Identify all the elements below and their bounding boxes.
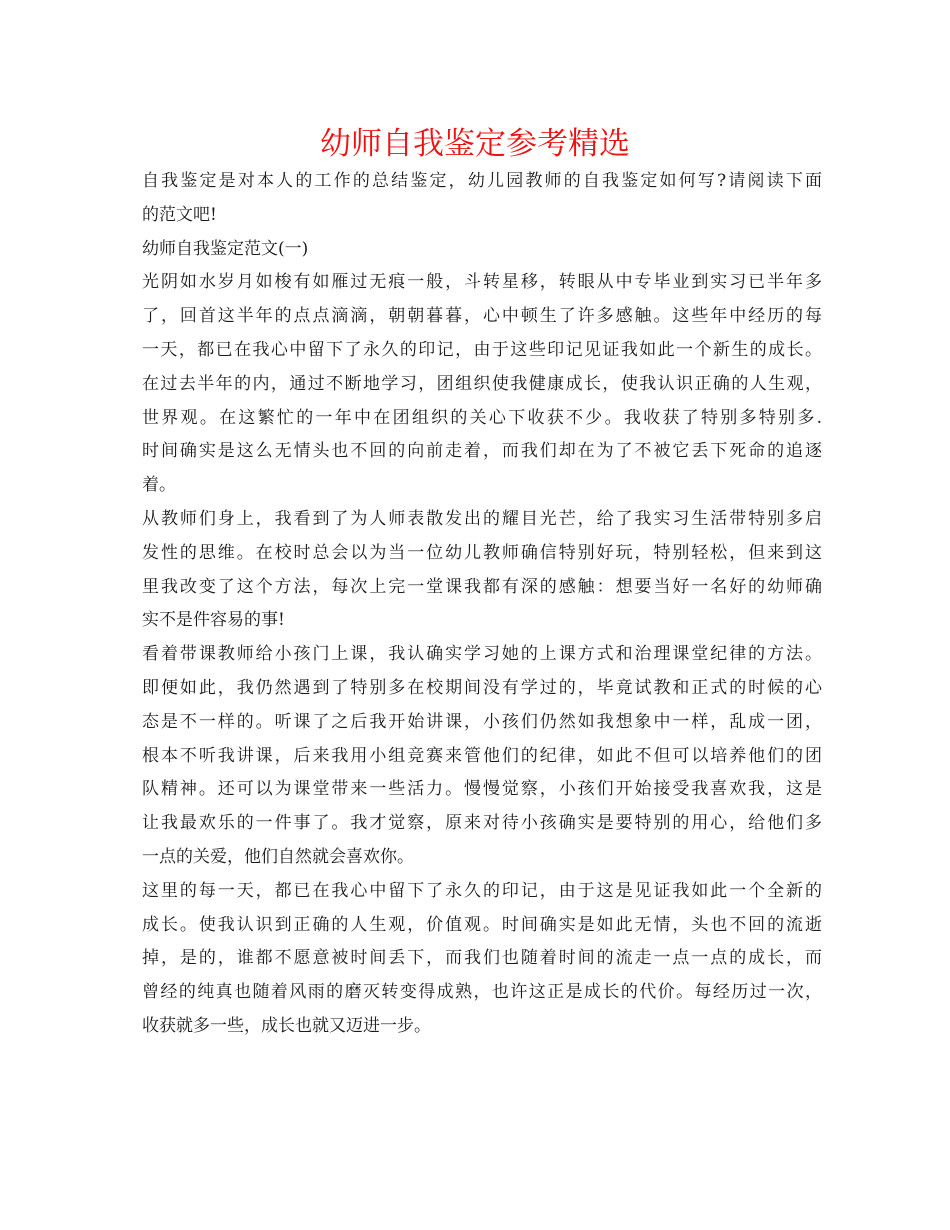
- text-line: 发性的思维。在校时总会以为当一位幼儿教师确信特别好玩，特别轻松，但来到这: [142, 542, 822, 563]
- text-line: 成长。使我认识到正确的人生观，价值观。时间确实是如此无情，头也不回的流逝: [142, 914, 822, 935]
- text-line: 的范文吧!: [142, 204, 217, 225]
- text-line: 光阴如水岁月如梭有如雁过无痕一般，斗转星移，转眼从中专毕业到实习已半年多: [142, 272, 822, 293]
- text-line: 时间确实是这么无情头也不回的向前走着，而我们却在为了不被它丢下死命的追逐: [142, 441, 822, 462]
- text-line: 幼师自我鉴定范文(一): [142, 238, 309, 259]
- text-line: 队精神。还可以为课堂带来一些活力。慢慢觉察，小孩们开始接受我喜欢我，这是: [142, 779, 822, 800]
- text-line: 让我最欢乐的一件事了。我才觉察，原来对待小孩确实是要特别的用心，给他们多: [142, 813, 822, 834]
- text-line: 即便如此，我仍然遇到了特别多在校期间没有学过的，毕竟试教和正式的时候的心: [142, 677, 822, 698]
- text-line: 自我鉴定是对本人的工作的总结鉴定，幼儿园教师的自我鉴定如何写?请阅读下面: [142, 171, 822, 191]
- text-line: 掉，是的，谁都不愿意被时间丢下，而我们也随着时间的流走一点一点的成长，而: [142, 948, 822, 969]
- document-body: [142, 165, 822, 1044]
- text-line: 根本不听我讲课，后来我用小组竞赛来管他们的纪律，如此不但可以培养他们的团: [142, 745, 822, 766]
- text-line: 从教师们身上，我看到了为人师表散发出的耀目光芒，给了我实习生活带特别多启: [142, 508, 822, 529]
- text-line: 态是不一样的。听课了之后我开始讲课，小孩们仍然如我想象中一样，乱成一团，: [142, 711, 822, 732]
- text-line: 看着带课教师给小孩门上课，我认确实学习她的上课方式和治理课堂纪律的方法。: [142, 644, 822, 665]
- text-line: 曾经的纯真也随着风雨的磨灭转变得成熟，也许这正是成长的代价。每经历过一次，: [142, 982, 822, 1003]
- text-line: 了，回首这半年的点点滴滴，朝朝暮暮，心中顿生了许多感触。这些年中经历的每: [142, 306, 822, 327]
- text-line: 实不是件容易的事!: [142, 610, 285, 631]
- text-line: 世界观。在这繁忙的一年中在团组织的关心下收获不少。我收获了特别多特别多.: [142, 407, 822, 428]
- text-line: 这里的每一天，都已在我心中留下了永久的印记，由于这是见证我如此一个全新的: [142, 880, 822, 901]
- text-line: 收获就多一些，成长也就又迈进一步。: [142, 1015, 431, 1036]
- text-line: 里我改变了这个方法，每次上完一堂课我都有深的感触：想要当好一名好的幼师确: [142, 576, 822, 597]
- text-line: 一天，都已在我心中留下了永久的印记，由于这些印记见证我如此一个新生的成长。: [142, 339, 822, 360]
- text-line: 一点的关爱，他们自然就会喜欢你。: [142, 846, 414, 867]
- document-title: 幼师自我鉴定参考精选: [320, 126, 630, 162]
- text-line: 在过去半年的内，通过不断地学习，团组织使我健康成长，使我认识正确的人生观，: [142, 373, 822, 394]
- text-line: 着。: [142, 475, 176, 496]
